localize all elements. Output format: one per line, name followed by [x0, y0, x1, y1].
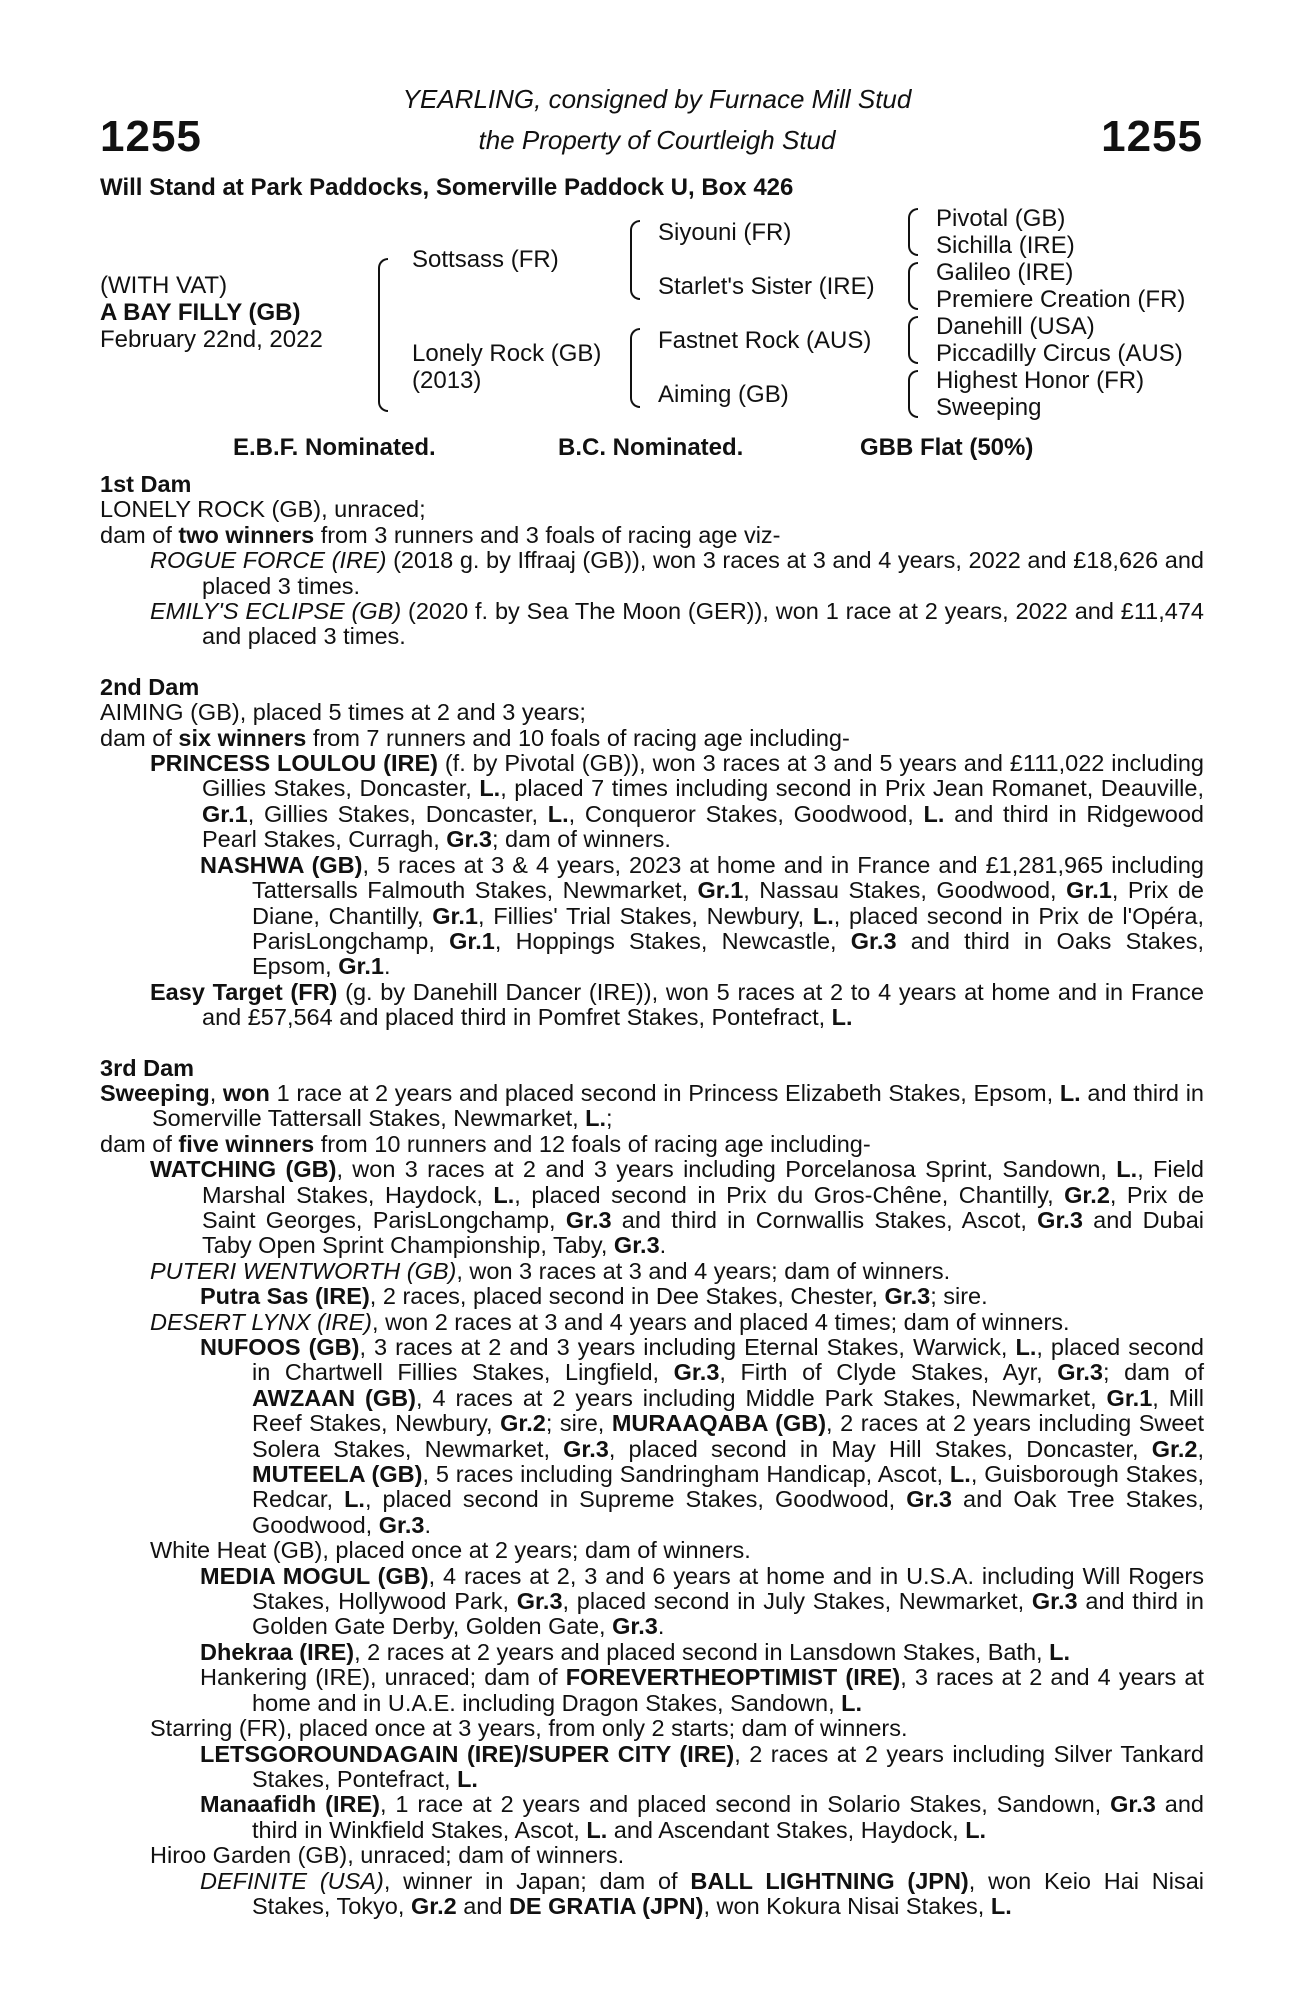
vat-label: (WITH VAT)	[100, 272, 228, 299]
property-line: the Property of Courtleigh Stud	[478, 125, 836, 155]
dam-year: (2013)	[412, 367, 482, 394]
lot-number-right: 1255	[1101, 112, 1203, 161]
gbb-label: GBB Flat (50%)	[860, 434, 1034, 461]
first-dam-line: LONELY ROCK (GB), unraced;	[100, 496, 426, 523]
produce-entry: Putra Sas (IRE), 2 races, placed second in Dee Stakes, Chester, Gr.3; sire.	[200, 1283, 988, 1310]
great-grandparent: Danehill (USA)	[936, 313, 1095, 340]
produce-entry: PUTERI WENTWORTH (GB), won 3 races at 3 and 4 years; dam of winners.	[150, 1257, 951, 1284]
produce-entry: Dhekraa (IRE), 2 races at 2 years and placed second in Lansdown Stakes, Bath, L.	[200, 1638, 1070, 1665]
pedigree-brace	[908, 208, 918, 256]
sire: Sottsass (FR)	[412, 246, 559, 273]
great-grandparent: Galileo (IRE)	[936, 259, 1074, 286]
bc-nomination: B.C. Nominated.	[558, 434, 744, 461]
stand-location: Will Stand at Park Paddocks, Somerville Paddock U, Box 426	[100, 174, 794, 201]
great-grandparent: Highest Honor (FR)	[936, 367, 1145, 394]
second-dam-line: AIMING (GB), placed 5 times at 2 and 3 years;	[100, 699, 586, 726]
pedigree-brace	[378, 258, 388, 412]
sire-sire: Siyouni (FR)	[658, 219, 792, 246]
produce-entry: DESERT LYNX (IRE), won 2 races at 3 and 4 years and placed 4 times; dam of winners.	[150, 1308, 1070, 1335]
produce-entry: WATCHING (GB), won 3 races at 2 and 3 years including Porcelanosa Sprint, Sandown, L., Field Marshal Stakes, Haydock, L., placed second in Prix du Gros-Chêne, Chantilly, Gr.2, Prix de Saint Georges, ParisLongchamp, Gr.3 and third in Cornwallis Stakes, Ascot, Gr.3 and Dubai Taby Open Sprint Championship, Taby, Gr.3.	[150, 1156, 1205, 1259]
lot-title: A BAY FILLY (GB)	[100, 299, 301, 326]
pedigree-brace	[630, 220, 640, 300]
dam-sire: Fastnet Rock (AUS)	[658, 327, 872, 354]
pedigree-brace	[908, 370, 918, 418]
pedigree-brace	[908, 262, 918, 310]
lot-number-left: 1255	[100, 112, 202, 161]
produce-entry: Starring (FR), placed once at 3 years, from only 2 starts; dam of winners.	[150, 1715, 908, 1742]
dam: Lonely Rock (GB)	[412, 340, 602, 367]
second-dam-produce-summary: dam of six winners from 7 runners and 10 foals of racing age including-	[100, 724, 850, 751]
produce-entry: White Heat (GB), placed once at 2 years; dam of winners.	[150, 1537, 751, 1564]
produce-entry: PRINCESS LOULOU (IRE) (f. by Pivotal (GB)), won 3 races at 3 and 5 years and £111,022 including Gillies Stakes, Doncaster, L., placed 7 times including second in Prix Jean Romanet, Deauville, Gr.1, Gillies Stakes, Doncaster, L., Conqueror Stakes, Goodwood, L. and third in Ridgewood Pearl Stakes, Curragh, Gr.3; dam of winners.	[150, 750, 1205, 853]
dam-dam: Aiming (GB)	[658, 381, 789, 408]
great-grandparent: Sichilla (IRE)	[936, 232, 1075, 259]
third-dam-produce-summary: dam of five winners from 10 runners and 12 foals of racing age including-	[100, 1130, 871, 1157]
produce-entry: EMILY'S ECLIPSE (GB) (2020 f. by Sea The Moon (GER)), won 1 race at 2 years, 2022 and £11,474 and placed 3 times.	[150, 598, 1204, 650]
ebf-nomination: E.B.F. Nominated.	[233, 434, 436, 461]
produce-entry: ROGUE FORCE (IRE) (2018 g. by Iffraaj (GB)), won 3 races at 3 and 4 years, 2022 and £18,626 and placed 3 times.	[150, 547, 1204, 599]
great-grandparent: Premiere Creation (FR)	[936, 286, 1186, 313]
sire-dam: Starlet's Sister (IRE)	[658, 273, 875, 300]
produce-entry: NUFOOS (GB), 3 races at 2 and 3 years including Eternal Stakes, Warwick, L., placed second in Chartwell Fillies Stakes, Lingfield, Gr.3, Firth of Clyde Stakes, Ayr, Gr.3; dam of AWZAAN (GB), 4 races at 2 years including Middle Park Stakes, Newmarket, Gr.1, Mill Reef Stakes, Newbury, Gr.2; sire, MURAAQABA (GB), 2 races at 2 years including Sweet Solera Stakes, Newmarket, Gr.3, placed second in May Hill Stakes, Doncaster, Gr.2, MUTEELA (GB), 5 races including Sandringham Handicap, Ascot, L., Guisborough Stakes, Redcar, L., placed second in Supreme Stakes, Goodwood, Gr.3 and Oak Tree Stakes, Goodwood, Gr.3.	[200, 1334, 1205, 1538]
second-dam-heading: 2nd Dam	[100, 673, 200, 700]
pedigree-brace	[908, 316, 918, 364]
third-dam-heading: 3rd Dam	[100, 1054, 195, 1081]
produce-record	[100, 472, 1204, 1919]
produce-entry: Easy Target (FR) (g. by Danehill Dancer (IRE)), won 5 races at 2 to 4 years at home and in France and £57,564 and placed third in Pomfret Stakes, Pontefract, L.	[150, 978, 1204, 1031]
produce-entry: Hankering (IRE), unraced; dam of FOREVERTHEOPTIMIST (IRE), 3 races at 2 and 4 years at home and in U.A.E. including Dragon Stakes, Sandown, L.	[200, 1664, 1205, 1716]
produce-entry: DEFINITE (USA), winner in Japan; dam of BALL LIGHTNING (JPN), won Keio Hai Nisai Stakes, Tokyo, Gr.2 and DE GRATIA (JPN), won Kokura Nisai Stakes, L.	[200, 1867, 1205, 1919]
foaling-date: February 22nd, 2022	[100, 326, 323, 353]
produce-entry: LETSGOROUNDAGAIN (IRE)/SUPER CITY (IRE), 2 races at 2 years including Silver Tankard Stakes, Pontefract, L.	[200, 1740, 1204, 1792]
first-dam-heading: 1st Dam	[100, 471, 192, 497]
produce-entry: MEDIA MOGUL (GB), 4 races at 2, 3 and 6 years at home and in U.S.A. including Will Rogers Stakes, Hollywood Park, Gr.3, placed second in July Stakes, Newmarket, Gr.3 and third in Golden Gate Derby, Golden Gate, Gr.3.	[200, 1562, 1204, 1640]
consignor-line: YEARLING, consigned by Furnace Mill Stud	[402, 84, 912, 114]
great-grandparent: Piccadilly Circus (AUS)	[936, 340, 1183, 367]
first-dam-produce-summary: dam of two winners from 3 runners and 3 foals of racing age viz-	[100, 521, 781, 548]
great-grandparent: Pivotal (GB)	[936, 205, 1066, 232]
great-grandparent: Sweeping	[936, 394, 1042, 421]
produce-entry: Manaafidh (IRE), 1 race at 2 years and placed second in Solario Stakes, Sandown, Gr.3 and third in Winkfield Stakes, Ascot, L. and Ascendant Stakes, Haydock, L.	[200, 1791, 1204, 1843]
produce-entry: Hiroo Garden (GB), unraced; dam of winners.	[150, 1842, 625, 1869]
third-dam-line: Sweeping, won 1 race at 2 years and placed second in Princess Elizabeth Stakes, Epsom, L. and third in Somerville Tattersall Stakes, Newmarket, L.;	[100, 1079, 1204, 1132]
pedigree-brace	[630, 328, 640, 408]
produce-entry: NASHWA (GB), 5 races at 3 & 4 years, 2023 at home and in France and £1,281,965 including Tattersalls Falmouth Stakes, Newmarket, Gr.1, Nassau Stakes, Goodwood, Gr.1, Prix de Diane, Chantilly, Gr.1, Fillies' Trial Stakes, Newbury, L., placed second in Prix de l'Opéra, ParisLongchamp, Gr.1, Hoppings Stakes, Newcastle, Gr.3 and third in Oaks Stakes, Epsom, Gr.1.	[200, 851, 1204, 980]
